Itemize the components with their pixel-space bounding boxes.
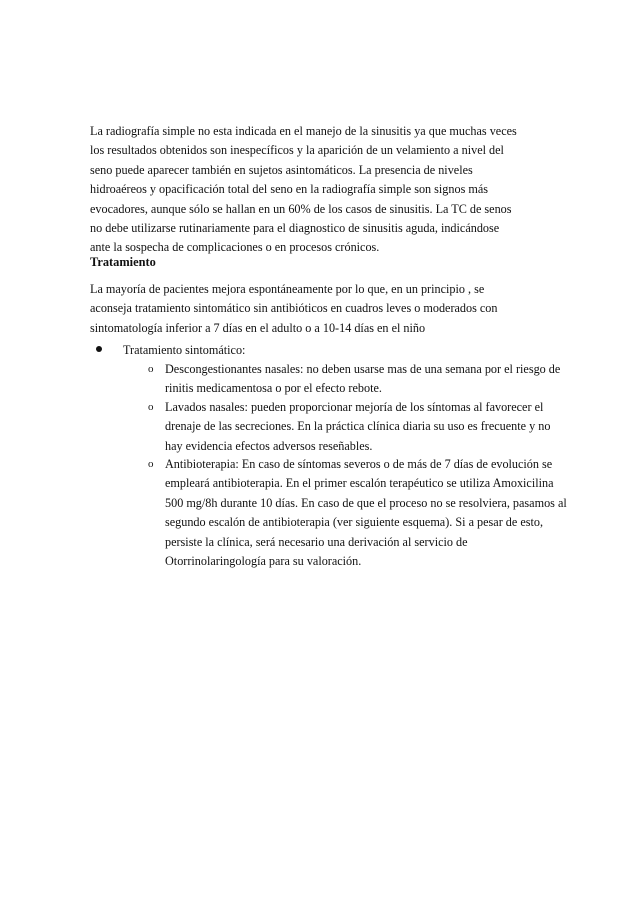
sub-item-line: evolución se empleará antibioterapia. En el primer escalón terapéutico se: [165, 457, 553, 491]
sub-item-line: Lavados nasales: pueden proporcionar mejoría de los síntomas al: [165, 400, 483, 414]
bullet-icon: [96, 346, 102, 352]
paragraph-radiografia: [90, 122, 560, 258]
paragraph-line: La radiografía simple no esta indicada en el manejo de la sinusitis ya que muchas veces: [90, 124, 517, 138]
paragraph-line: seno puede aparecer también en sujetos asintomáticos. La presencia de niveles: [90, 162, 473, 177]
sub-item-line: Descongestionantes nasales: no deben usarse mas de una semana por el: [165, 362, 513, 376]
paragraph-line: aconseja tratamiento sintomático sin antibióticos en cuadros leves o moderados con: [90, 301, 498, 316]
paragraph-line: los resultados obtenidos son inespecíficos y la aparición de un velamiento a nivel del: [90, 143, 504, 158]
sub-item-line: favorecer el drenaje de las secreciones. En la práctica clínica diaria su: [165, 400, 544, 434]
bullet-label: Tratamiento sintomático:: [123, 343, 246, 357]
sub-item-line: utiliza Amoxicilina 500 mg/8h durante 10 días. En caso de que el: [165, 476, 554, 510]
section-heading: Tratamiento: [90, 255, 156, 269]
paragraph-line: ante la sospecha de complicaciones o en procesos crónicos.: [90, 240, 380, 255]
circle-bullet-icon: o: [148, 401, 154, 413]
sub-item-line: Antibioterapia: En caso de síntomas severos o de más de 7 días de: [165, 457, 488, 471]
sub-item-text: [165, 398, 568, 456]
sub-item-line: proceso no se resolviera, pasamos al segundo escalón de antibioterapia: [165, 495, 567, 530]
circle-bullet-icon: o: [148, 458, 154, 470]
sub-item-line: necesario una derivación al servicio de Otorrinolaringología para su: [165, 534, 468, 569]
sub-item-text: [165, 455, 568, 571]
paragraph-line: no debe utilizarse rutinariamente para el diagnostico de sinusitis aguda, indicándose: [90, 221, 500, 236]
sub-item-text: [165, 360, 568, 399]
paragraph-tratamiento: [90, 280, 560, 338]
bullet-list-item: [96, 341, 245, 360]
sub-item-line: valoración.: [306, 554, 362, 569]
paragraph-line: La mayoría de pacientes mejora espontáneamente por lo que, en un principio , se: [90, 282, 485, 296]
paragraph-line: evocadores, aunque sólo se hallan en un 60% de los casos de sinusitis. La TC de senos: [90, 201, 512, 216]
paragraph-line: hidroaéreos y opacificación total del seno en la radiografía simple son signos más: [90, 182, 489, 197]
paragraph-line: sintomatología inferior a 7 días en el adulto o a 10-14 días en el niño: [90, 320, 426, 335]
sub-item-line: (ver siguiente esquema). Si a pesar de esto, persiste la clínica, será: [165, 515, 544, 549]
circle-bullet-icon: o: [148, 363, 154, 375]
sub-item-line: uso es frecuente y no hay evidencia efectos adversos reseñables.: [165, 419, 551, 453]
sub-item-line: riesgo de rinitis medicamentosa o por el efecto rebote.: [165, 362, 561, 396]
